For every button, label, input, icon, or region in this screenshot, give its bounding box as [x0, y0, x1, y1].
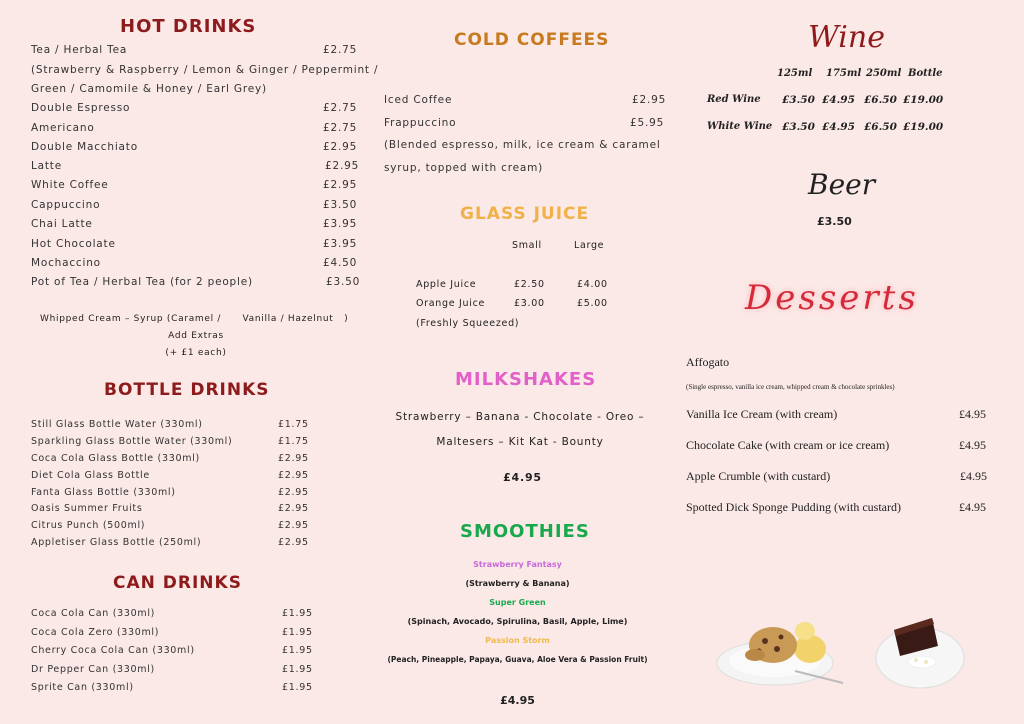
list-item: Latte	[31, 160, 62, 172]
smoothie-name: Passion Storm	[485, 636, 550, 645]
item-price: £19.00	[903, 121, 944, 133]
milkshake-flavours: Maltesers – Kit Kat - Bounty	[436, 436, 604, 448]
item-price: £6.50	[864, 121, 897, 133]
dessert-item: Apple Crumble (with custard)	[686, 469, 831, 483]
pudding-plate-image	[715, 605, 845, 690]
list-item: Coca Cola Zero (330ml)	[31, 627, 160, 638]
item-note: (Blended espresso, milk, ice cream & caramel	[384, 139, 661, 151]
beer-title: Beer	[808, 168, 876, 201]
item-price: £3.50	[323, 199, 358, 211]
column-header: 125ml	[777, 68, 813, 79]
list-item: Coca Cola Glass Bottle (330ml)	[31, 453, 200, 464]
item-price: £3.50	[782, 94, 815, 106]
item-price: £1.95	[282, 664, 313, 675]
smoothie-desc: (Strawberry & Banana)	[465, 579, 570, 588]
item-note: (Freshly Squeezed)	[416, 318, 520, 329]
glass-juice-title: GLASS JUICE	[460, 204, 590, 224]
list-item: Red Wine	[707, 94, 761, 105]
item-price: £1.75	[278, 436, 309, 447]
list-item: Dr Pepper Can (330ml)	[31, 664, 155, 675]
item-price: £5.00	[577, 298, 608, 309]
hot-drinks-title: HOT DRINKS	[120, 16, 257, 37]
item-price: £1.95	[282, 627, 313, 638]
list-item: (Strawberry & Raspberry / Lemon & Ginger / Peppermint /	[31, 64, 379, 76]
column-header: Bottle	[908, 68, 943, 79]
smoothie-name: Super Green	[489, 598, 546, 607]
item-price: £2.95	[278, 520, 309, 531]
can-drinks-title: CAN DRINKS	[113, 573, 242, 593]
item-price: £2.95	[278, 503, 309, 514]
extras-price: (+ £1 each)	[165, 348, 227, 358]
list-item: Oasis Summer Fruits	[31, 503, 143, 514]
list-item: Frappuccino	[384, 117, 457, 129]
item-price: £2.95	[632, 94, 667, 106]
smoothie-price: £4.95	[500, 694, 535, 707]
item-price: £1.75	[278, 419, 309, 430]
list-item: Still Glass Bottle Water (330ml)	[31, 419, 203, 430]
item-price: £1.95	[282, 608, 313, 619]
milkshake-price: £4.95	[503, 471, 542, 484]
smoothie-desc: (Peach, Pineapple, Papaya, Guava, Aloe Vera & Passion Fruit)	[387, 655, 648, 664]
bottle-drinks-title: BOTTLE DRINKS	[104, 380, 270, 400]
list-item: Orange Juice	[416, 298, 486, 309]
item-price: £4.95	[822, 94, 855, 106]
extras-label: Add Extras	[168, 331, 224, 341]
list-item: Sprite Can (330ml)	[31, 682, 134, 693]
smoothie-name: Strawberry Fantasy	[473, 560, 562, 569]
item-price: £19.00	[903, 94, 944, 106]
item-price: £6.50	[864, 94, 897, 106]
column-header: Small	[512, 240, 542, 251]
list-item: Cherry Coca Cola Can (330ml)	[31, 645, 195, 656]
item-price: £2.75	[323, 102, 358, 114]
item-price: £3.50	[782, 121, 815, 133]
item-price: £5.95	[630, 117, 665, 129]
extras-line: Whipped Cream – Syrup (Caramel / Vanilla / Hazelnut )	[40, 314, 349, 324]
item-price: £2.50	[514, 279, 545, 290]
list-item: Cappuccino	[31, 199, 101, 211]
list-item: Pot of Tea / Herbal Tea (for 2 people)	[31, 276, 253, 288]
item-price: £4.95	[959, 500, 986, 514]
dessert-item: Chocolate Cake (with cream or ice cream)	[686, 438, 890, 452]
item-price: £2.95	[325, 160, 360, 172]
list-item: Double Espresso	[31, 102, 131, 114]
item-price: £4.95	[822, 121, 855, 133]
item-price: £2.95	[323, 179, 358, 191]
item-price: £2.75	[323, 122, 358, 134]
column-header: 250ml	[866, 68, 902, 79]
item-price: £3.95	[323, 218, 358, 230]
smoothie-desc: (Spinach, Avocado, Spirulina, Basil, Apple, Lime)	[407, 617, 628, 626]
milkshake-flavours: Strawberry – Banana - Chocolate - Oreo –	[395, 411, 645, 423]
list-item: Tea / Herbal Tea	[31, 44, 128, 56]
list-item: White Coffee	[31, 179, 109, 191]
item-price: £3.95	[323, 238, 358, 250]
list-item: Americano	[31, 122, 95, 134]
column-header: Large	[574, 240, 605, 251]
item-price: £4.95	[959, 438, 986, 452]
item-note: syrup, topped with cream)	[384, 162, 544, 174]
item-price: £2.95	[278, 453, 309, 464]
item-price: £4.95	[960, 469, 987, 483]
item-price: £4.00	[577, 279, 608, 290]
item-price: £2.95	[278, 487, 309, 498]
item-price: £1.95	[282, 645, 313, 656]
wine-title: Wine	[808, 20, 885, 55]
item-price: £4.50	[323, 257, 358, 269]
item-price: £3.50	[326, 276, 361, 288]
item-price: £2.95	[278, 470, 309, 481]
list-item: Apple Juice	[416, 279, 477, 290]
list-item: Coca Cola Can (330ml)	[31, 608, 156, 619]
item-price: £1.95	[282, 682, 313, 693]
list-item: Fanta Glass Bottle (330ml)	[31, 487, 176, 498]
list-item: Diet Cola Glass Bottle	[31, 470, 150, 481]
desserts-title: Desserts	[745, 278, 919, 318]
item-price: £2.95	[278, 537, 309, 548]
list-item: Citrus Punch (500ml)	[31, 520, 146, 531]
dessert-item: Vanilla Ice Cream (with cream)	[686, 407, 838, 421]
list-item: Green / Camomile & Honey / Earl Grey)	[31, 83, 267, 95]
milkshakes-title: MILKSHAKES	[455, 369, 597, 390]
list-item: Appletiser Glass Bottle (250ml)	[31, 537, 202, 548]
smoothies-title: SMOOTHIES	[460, 521, 590, 542]
list-item: Chai Latte	[31, 218, 93, 230]
column-header: 175ml	[826, 68, 862, 79]
item-price: £2.95	[323, 141, 358, 153]
cold-coffees-title: COLD COFFEES	[454, 30, 610, 50]
list-item: Sparkling Glass Bottle Water (330ml)	[31, 436, 233, 447]
chocolate-cake-image	[872, 610, 967, 690]
dessert-item: Spotted Dick Sponge Pudding (with custard)	[686, 500, 901, 514]
list-item: Mochaccino	[31, 257, 101, 269]
item-price: £4.95	[959, 407, 986, 421]
dessert-item: Affogato	[686, 355, 730, 369]
beer-price: £3.50	[817, 215, 852, 228]
dessert-desc: (Single espresso, vanilla ice cream, whipped cream & chocolate sprinkles)	[686, 383, 895, 391]
list-item: Iced Coffee	[384, 94, 453, 106]
list-item: Double Macchiato	[31, 141, 138, 153]
item-price: £3.00	[514, 298, 545, 309]
item-price: £2.75	[323, 44, 358, 56]
list-item: White Wine	[707, 121, 773, 132]
list-item: Hot Chocolate	[31, 238, 116, 250]
